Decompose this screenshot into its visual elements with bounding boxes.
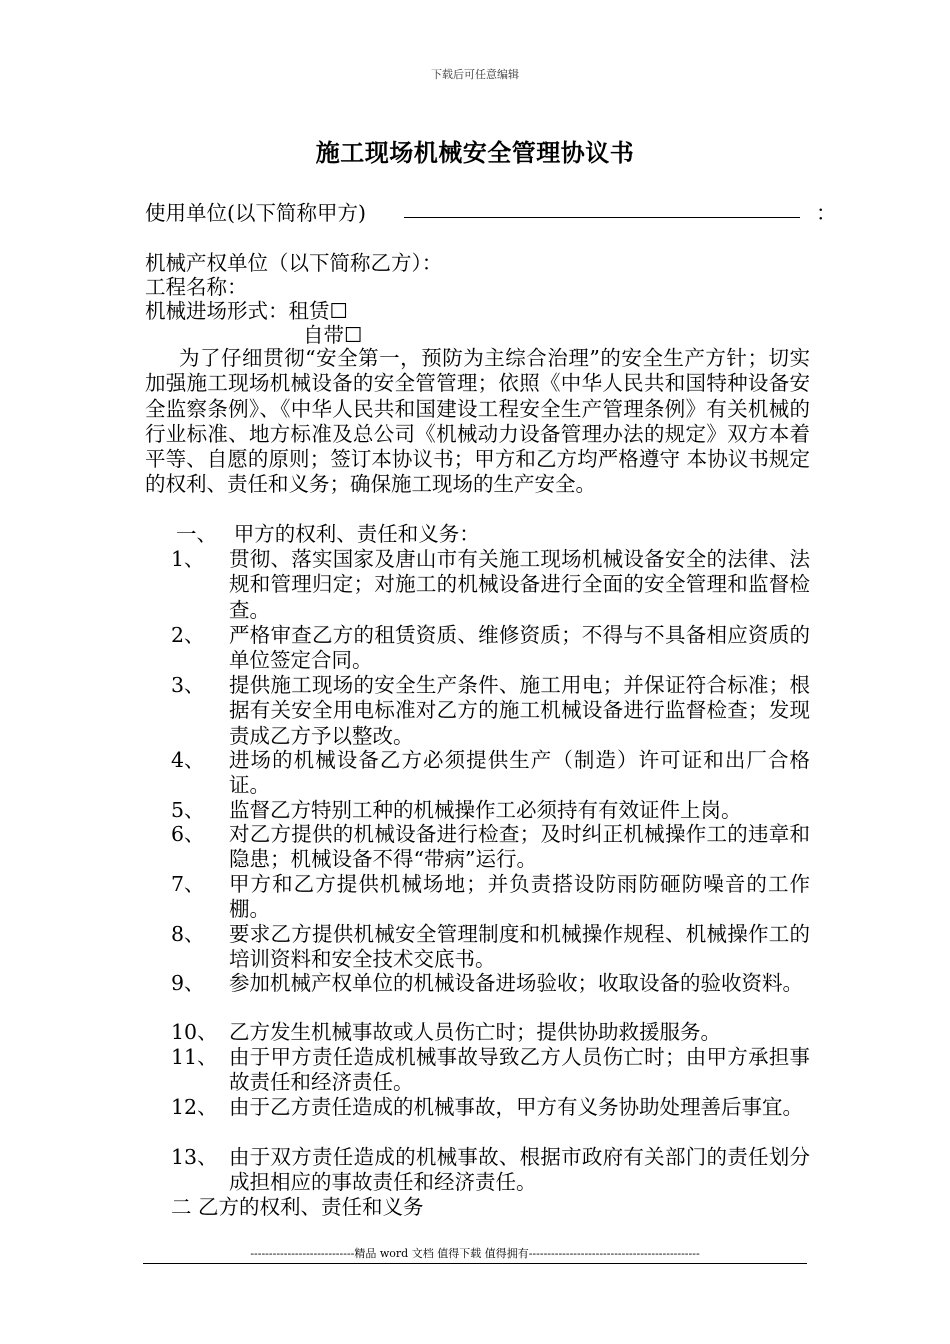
list-item-number: 12、 (171, 1095, 218, 1119)
list-item-text: 严格审查乙方的租赁资质、维修资质；不得与不具备相应资质的单位签定合同。 (229, 623, 810, 673)
list-item-text: 由于双方责任造成的机械事故、根据市政府有关部门的责任划分成担相应的事故责任和经济责任。 (229, 1145, 810, 1195)
list-item-text: 贯彻、落实国家及唐山市有关施工现场机械设备安全的法律、法规和管理归定；对施工的机械设备进行全面的安全管理和监督检查。 (229, 547, 810, 622)
list-item-text: 要求乙方提供机械安全管理制度和机械操作规程、机械操作工的培训资料和安全技术交底书。 (229, 922, 810, 972)
list-item-number: 5、 (171, 798, 205, 822)
list-item-number: 2、 (171, 623, 205, 647)
list-item-number: 4、 (171, 748, 205, 772)
list-item-text: 由于乙方责任造成的机械事故，甲方有义务协助处理善后事宜。 (229, 1095, 803, 1119)
list-item-number: 9、 (171, 971, 205, 995)
entry-form-option-self: 自带☐ (303, 323, 363, 347)
project-label: 工程名称： (145, 275, 248, 299)
list-item-text: 参加机械产权单位的机械设备进场验收；收取设备的验收资料。 (229, 971, 803, 995)
footer-rule (143, 1263, 807, 1264)
party-b-label: 机械产权单位（以下简称乙方）： (145, 251, 443, 275)
document-title: 施工现场机械安全管理协议书 (315, 138, 635, 167)
header-watermark: 下载后可任意编辑 (431, 68, 519, 81)
section-1-heading: 一、 甲方的权利、责任和义务： (176, 522, 480, 546)
party-a-fill-line (404, 217, 800, 218)
list-item-number: 10、 (171, 1020, 218, 1044)
footer-text: ----------------------------精品 word 文档 值得下载 值得拥有---------------------------------------------- (250, 1247, 700, 1260)
preamble-paragraph: 为了仔细贯彻“安全第一，预防为主综合治理”的安全生产方针；切实加强施工现场机械设备的安全管管理；依照《中华人民共和国特种设备安全监察条例》、《中华人民共和国建设工程安全生产管理条例》有关机械的行业标准、地方标准及总公司《机械动力设备管理办法的规定》双方本着平等、自愿的原则；签订本协议书；甲方和乙方均严格遵守 本协议书规定的权利、责任和义务；确保施工现场的生产安全。 (145, 346, 810, 497)
list-item-text: 对乙方提供的机械设备进行检查；及时纠正机械操作工的违章和隐患；机械设备不得“带病”运行。 (229, 822, 810, 872)
list-item-text: 进场的机械设备乙方必须提供生产（制造）许可证和出厂合格证。 (229, 748, 810, 798)
list-item-text: 提供施工现场的安全生产条件、施工用电；并保证符合标准；根据有关安全用电标准对乙方的施工机械设备进行监督检查；发现责成乙方予以整改。 (229, 673, 810, 748)
list-item-text: 由于甲方责任造成机械事故导致乙方人员伤亡时；由甲方承担事故责任和经济责任。 (229, 1045, 810, 1095)
list-item-number: 6、 (171, 822, 205, 846)
list-item-number: 13、 (171, 1145, 218, 1169)
list-item-number: 11、 (171, 1045, 218, 1069)
list-item-text: 乙方发生机械事故或人员伤亡时；提供协助救援服务。 (229, 1020, 721, 1044)
list-item-number: 8、 (171, 922, 205, 946)
party-a-colon: ： (816, 201, 837, 225)
list-item-text: 甲方和乙方提供机械场地；并负责搭设防雨防砸防噪音的工作棚。 (229, 872, 810, 922)
section-2-heading: 二 乙方的权利、责任和义务 (171, 1195, 424, 1219)
list-item-number: 3、 (171, 673, 205, 697)
list-item-number: 1、 (171, 547, 205, 571)
entry-form-label: 机械进场形式：租赁☐ (145, 299, 348, 323)
list-item-text: 监督乙方特别工种的机械操作工必须持有有效证件上岗。 (229, 798, 742, 822)
list-item-number: 7、 (171, 872, 205, 896)
party-a-label: 使用单位(以下简称甲方) (145, 201, 366, 225)
